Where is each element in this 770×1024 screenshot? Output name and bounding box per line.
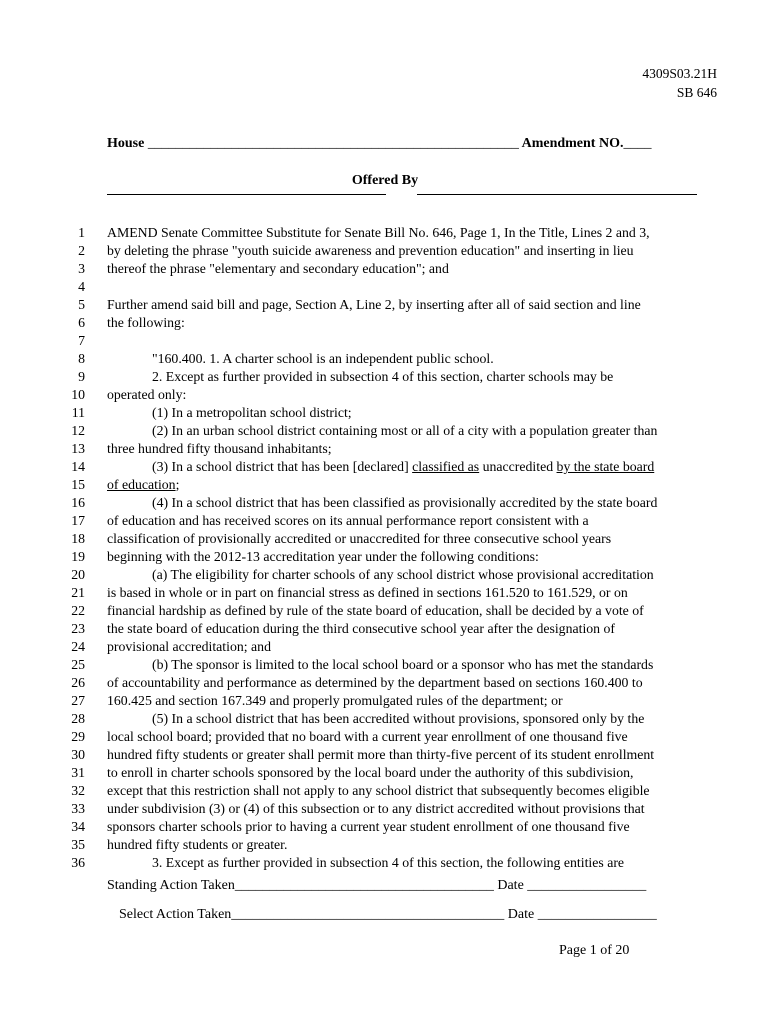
line-text bbox=[152, 458, 654, 476]
line-text-segment: local school board; provided that no board with a current year enrollment of one thousand five bbox=[107, 729, 628, 744]
standing-action-label: Standing Action Taken bbox=[107, 878, 235, 893]
amendment-number-blank: ____ bbox=[623, 136, 652, 151]
line-text bbox=[107, 836, 287, 854]
line-text bbox=[107, 746, 654, 764]
line-text bbox=[107, 530, 611, 548]
line-text bbox=[107, 314, 185, 332]
line-text-segment: under subdivision (3) or (4) of this subsection or to any district accredited without provisions that bbox=[107, 801, 645, 816]
line-text bbox=[152, 350, 494, 368]
line-text-segment: (2) In an urban school district containing most or all of a city with a population greater than bbox=[152, 423, 658, 438]
line-text-segment: ; bbox=[175, 477, 180, 492]
standing-action-date-label: Date bbox=[497, 878, 524, 893]
line-number: 3 bbox=[78, 261, 85, 276]
line-text bbox=[107, 440, 332, 458]
line-number: 36 bbox=[71, 855, 85, 870]
line-text-segment: (5) In a school district that has been accredited without provisions, sponsored only by the bbox=[152, 711, 645, 726]
line-text bbox=[107, 242, 634, 260]
line-text-segment: provisional accreditation; and bbox=[107, 639, 271, 654]
house-blank: _____________________________________________________ bbox=[147, 136, 519, 151]
line-text-segment: beginning with the 2012-13 accreditation year under the following conditions: bbox=[107, 549, 539, 564]
line-text-segment: (b) The sponsor is limited to the local school board or a sponsor who has met the standards bbox=[152, 657, 654, 672]
line-number: 13 bbox=[71, 441, 85, 456]
line-text bbox=[152, 710, 644, 728]
line-text bbox=[107, 224, 650, 242]
line-number: 32 bbox=[71, 783, 85, 798]
line-text bbox=[107, 476, 179, 494]
line-text bbox=[107, 674, 643, 692]
line-number: 16 bbox=[71, 495, 85, 510]
line-text-segment: 160.425 and section 167.349 and properly promulgated rules of the department; or bbox=[107, 693, 563, 708]
page-number: Page 1 of 20 bbox=[559, 943, 630, 958]
line-number: 9 bbox=[78, 369, 85, 384]
line-text-segment: except that this restriction shall not apply to any school district that subsequently becomes eligible bbox=[107, 783, 650, 798]
select-action-label: Select Action Taken bbox=[119, 907, 232, 922]
offered-by-label: Offered By bbox=[351, 173, 419, 188]
line-text bbox=[107, 620, 615, 638]
line-text bbox=[152, 854, 624, 872]
inserted-text: by the state board bbox=[556, 459, 655, 474]
line-text-segment: hundred fifty students or greater. bbox=[107, 837, 288, 852]
line-number: 7 bbox=[78, 333, 85, 348]
line-number: 4 bbox=[78, 279, 85, 294]
line-text-segment: (3) In a school district that has been [declared] bbox=[152, 459, 413, 474]
line-text-segment: of education and has received scores on its annual performance report consistent with a bbox=[107, 513, 589, 528]
line-number: 12 bbox=[71, 423, 85, 438]
line-number: 1 bbox=[78, 225, 85, 240]
house-label: House bbox=[107, 136, 145, 151]
line-number: 24 bbox=[71, 639, 85, 654]
select-action-blank: _______________________________________ bbox=[231, 907, 505, 922]
line-text bbox=[152, 404, 352, 422]
line-text-segment: Further amend said bill and page, Section A, Line 2, by inserting after all of said section and line bbox=[107, 297, 641, 312]
select-action-date-label: Date bbox=[507, 907, 535, 922]
line-number: 23 bbox=[71, 621, 85, 636]
line-number: 26 bbox=[71, 675, 85, 690]
line-text-segment: of accountability and performance as determined by the department based on sections 160.400 to bbox=[107, 675, 643, 690]
inserted-text: classified as bbox=[412, 459, 480, 474]
line-number: 5 bbox=[78, 297, 85, 312]
bill-number: SB 646 bbox=[676, 85, 717, 100]
line-number: 15 bbox=[71, 477, 85, 492]
line-text-segment: (4) In a school district that has been classified as provisionally accredited by the state board bbox=[152, 495, 658, 510]
line-text-segment: to enroll in charter schools sponsored by the local board under the authority of this subdivision, bbox=[107, 765, 634, 780]
standing-action-blank: _____________________________________ bbox=[234, 878, 494, 893]
line-text bbox=[152, 368, 613, 386]
line-text-segment: the state board of education during the third consecutive school year after the designation of bbox=[107, 621, 616, 636]
line-number: 11 bbox=[71, 405, 85, 420]
line-text-segment: AMEND Senate Committee Substitute for Senate Bill No. 646, Page 1, In the Title, Lines 2 and 3, bbox=[107, 225, 650, 240]
line-number: 33 bbox=[71, 801, 85, 816]
line-text bbox=[107, 296, 641, 314]
line-number: 21 bbox=[71, 585, 85, 600]
offered-by-signature-line-right bbox=[417, 193, 697, 195]
line-number: 30 bbox=[71, 747, 85, 762]
line-text-segment: 3. Except as further provided in subsection 4 of this section, the following entities are bbox=[152, 855, 625, 870]
line-text-segment: operated only: bbox=[107, 387, 187, 402]
line-text-segment: (a) The eligibility for charter schools of any school district whose provisional accreditation bbox=[152, 567, 654, 582]
house-amendment-line bbox=[107, 136, 651, 152]
line-number: 31 bbox=[71, 765, 85, 780]
line-number: 27 bbox=[71, 693, 85, 708]
line-number: 22 bbox=[71, 603, 85, 618]
line-text bbox=[152, 494, 657, 512]
select-action-row bbox=[119, 907, 657, 923]
line-text-segment: by deleting the phrase "youth suicide awareness and prevention education" and inserting in lieu bbox=[107, 243, 634, 258]
line-text bbox=[107, 692, 563, 710]
line-text bbox=[107, 602, 644, 620]
inserted-text: of education bbox=[107, 477, 176, 492]
line-text bbox=[107, 584, 628, 602]
line-text-segment: hundred fifty students or greater shall permit more than thirty-five percent of its student enrollment bbox=[107, 747, 655, 762]
line-text-segment: sponsors charter schools prior to having a current year student enrollment of one thousand five bbox=[107, 819, 630, 834]
standing-action-date-blank: _________________ bbox=[527, 878, 647, 893]
line-text bbox=[152, 656, 653, 674]
line-number: 14 bbox=[71, 459, 85, 474]
line-text bbox=[152, 422, 657, 440]
offered-by-signature-line-left bbox=[107, 193, 386, 195]
line-text-segment: is based in whole or in part on financial stress as defined in sections 161.520 to 161.529, or on bbox=[107, 585, 628, 600]
line-number: 35 bbox=[71, 837, 85, 852]
line-text bbox=[107, 548, 539, 566]
line-text bbox=[107, 512, 589, 530]
line-number: 2 bbox=[78, 243, 85, 258]
standing-action-row bbox=[107, 878, 646, 894]
select-action-date-blank: _________________ bbox=[537, 907, 657, 922]
line-text bbox=[107, 764, 633, 782]
line-text-segment: (1) In a metropolitan school district; bbox=[152, 405, 352, 420]
amendment-label: Amendment NO. bbox=[521, 136, 624, 151]
line-text bbox=[107, 260, 449, 278]
line-text bbox=[107, 782, 650, 800]
line-text-segment: thereof the phrase "elementary and secondary education"; and bbox=[107, 261, 449, 276]
line-text-segment: 2. Except as further provided in subsection 4 of this section, charter schools may be bbox=[152, 369, 614, 384]
line-text-segment: financial hardship as defined by rule of the state board of education, shall be decided by a vote of bbox=[107, 603, 644, 618]
line-number: 34 bbox=[71, 819, 85, 834]
line-number: 28 bbox=[71, 711, 85, 726]
line-number: 19 bbox=[71, 549, 85, 564]
line-number: 6 bbox=[78, 315, 85, 330]
line-text-segment: "160.400. 1. A charter school is an independent public school. bbox=[152, 351, 494, 366]
line-text bbox=[107, 818, 630, 836]
line-text bbox=[152, 566, 654, 584]
line-number: 17 bbox=[71, 513, 85, 528]
line-number: 10 bbox=[71, 387, 85, 402]
line-number: 20 bbox=[71, 567, 85, 582]
line-text-segment: three hundred fifty thousand inhabitants; bbox=[107, 441, 332, 456]
line-number: 25 bbox=[71, 657, 85, 672]
line-text-segment: the following: bbox=[107, 315, 185, 330]
line-text bbox=[107, 386, 186, 404]
line-number: 29 bbox=[71, 729, 85, 744]
document-id: 4309S03.21H bbox=[642, 66, 717, 81]
line-number: 8 bbox=[78, 351, 85, 366]
line-text-segment: classification of provisionally accredited or unaccredited for three consecutive school years bbox=[107, 531, 612, 546]
line-text bbox=[107, 800, 645, 818]
line-text bbox=[107, 728, 628, 746]
line-number: 18 bbox=[71, 531, 85, 546]
line-text bbox=[107, 638, 271, 656]
line-text-segment: unaccredited bbox=[479, 459, 557, 474]
